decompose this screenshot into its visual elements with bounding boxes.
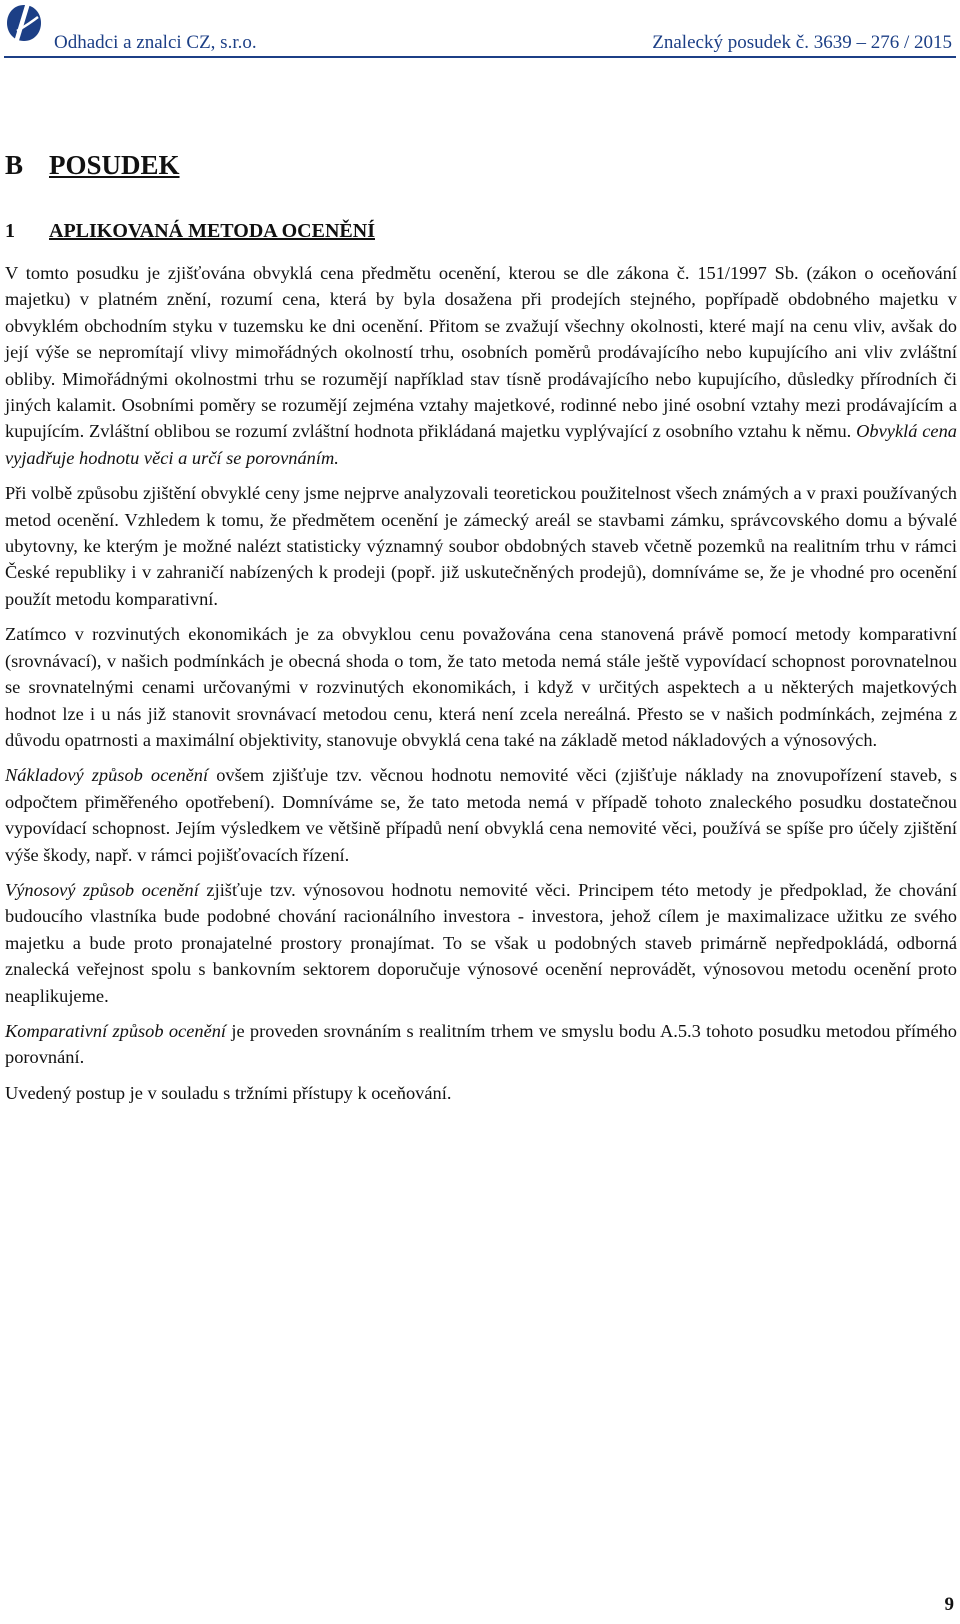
paragraph-cost-method [5, 762, 957, 868]
paragraph-conclusion [5, 1080, 957, 1106]
paragraph-italic-text: Komparativní způsob ocenění [5, 1020, 227, 1041]
paragraph-text: je proveden srovnáním s realitním trhem ve smyslu bodu A.5.3 tohoto posudku metodou přímého porovnání. [5, 1020, 957, 1068]
section-number: B [5, 150, 24, 180]
paragraph-italic-text: Obvyklá cena vyjadřuje hodnotu věci a určí se porovnáním. [5, 421, 957, 468]
company-logo-icon [4, 2, 44, 48]
paragraph-text: ovšem zjišťuje tzv. věcnou hodnotu nemovité věci (zjišťuje náklady na znovupořízení staveb, s odpočtem přiměřeného opotřebení). Domníváme se, že tato metoda nemá v případě tohoto znaleckého posudku dostatečnou vypovídací schopnost. Jejím výsledkem ve většině případů není obvyklá cena nemovité věci, používá se spíše pro účely zjištění výše škody, např. v rámci pojišťovacích řízení. [5, 765, 957, 865]
paragraph-text: V tomto posudku je zjišťována obvyklá cena předmětu ocenění, kterou se dle zákona č. 151/1997 Sb. (zákon o oceňování majetku) v platném znění, rozumí cena, která by byla dosažena při prodejích stejného, popřípadě obdobného majetku v obvyklém obchodním styku v tuzemsku ke dni ocenění. Přitom se zvažují všechny okolnosti, které mají na cenu vliv, avšak do její výše se nepromítají vlivy mimořádných okolností trhu, osobních poměrů prodávajícího nebo kupujícího ani vliv zvláštní obliby. Mimořádnými okolnostmi trhu se rozumějí například stav tísně prodávajícího nebo kupujícího, důsledky přírodních či jiných kalamit. Osobními poměry se rozumějí zejména vztahy majetkové, rodinné nebo jiné osobní vztahy mezi prodávajícím a kupujícím. Zvláštní oblibou se rozumí zvláštní hodnota přikládaná majetku vyplývající z osobního vztahu k němu. [5, 263, 957, 442]
company-name: Odhadci a znalci CZ, s.r.o. [54, 32, 257, 53]
paragraph-text: Zatímco v rozvinutých ekonomikách je za obvyklou cenu považována cena stanovená právě pomocí metody komparativní (srovnávací), v našich podmínkách je obecná shoda o tom, že tato metoda nemá stále ještě vypovídací schopnost porovnatelnou se srovnatelnými cenami určovanými v rozvinutých ekonomikách, i když v určitých aspektech a u některých majetkových hodnot lze i u nás již stanovit srovnávací metodou cenu, která není zcela nereálná. Přesto se v našich podmínkách, zejména z důvodu opatrnosti a maximální objektivity, stanovuje obvyklá cena také na základě metod nákladových a výnosových. [5, 624, 957, 750]
section-title: POSUDEK [49, 150, 180, 180]
paragraph-income-method [5, 877, 957, 1009]
section-heading [5, 150, 957, 190]
document-body [5, 140, 957, 1115]
paragraph-italic-text: Nákladový způsob ocenění [5, 765, 209, 786]
subsection-number: 1 [5, 220, 15, 242]
header-divider [4, 56, 956, 58]
report-number: Znalecký posudek č. 3639 – 276 / 2015 [652, 32, 952, 53]
paragraph-italic-text: Výnosový způsob ocenění [5, 879, 199, 900]
paragraph-text: Při volbě způsobu zjištění obvyklé ceny jsme nejprve analyzovali teoretickou použitelnost všech známých a v praxi používaných metod ocenění. Vzhledem k tomu, že předmětem ocenění je zámecký areál se stavbami zámku, správcovského domu a bývalé ubytovny, ke kterým je možné nalézt statisticky významný soubor obdobných staveb včetně pozemků na realitním trhu v rámci České republiky i v zahraničí nabízených k prodeji (popř. již uskutečněných prodejů), domníváme se, že je vhodné pro ocenění použít metodu komparativní. [5, 483, 957, 609]
paragraph-market-value [5, 260, 957, 471]
paragraph-text: Uvedený postup je v souladu s tržními přístupy k oceňování. [5, 1082, 452, 1103]
page-number: 9 [944, 1594, 954, 1615]
page-header [4, 0, 956, 56]
paragraph-comparative-context [5, 621, 957, 753]
subsection-heading [5, 220, 957, 250]
paragraph-comparative-method [5, 1018, 957, 1071]
paragraph-text: zjišťuje tzv. výnosovou hodnotu nemovité věci. Principem této metody je předpoklad, že chování budoucího vlastníka bude podobné chování racionálního investora - investora, jehož cílem je maximalizace užitku ze svého majetku a bude proto pronajatelné prostory pronajímat. To se však u podobných staveb primárně nepředpokládá, odborná znalecká veřejnost spolu s bankovním sektorem doporučuje výnosové ocenění neprovádět, výnosovou metodu ocenění proto neaplikujeme. [5, 879, 957, 1006]
paragraph-method-choice [5, 480, 957, 612]
subsection-title: APLIKOVANÁ METODA OCENĚNÍ [49, 220, 375, 242]
